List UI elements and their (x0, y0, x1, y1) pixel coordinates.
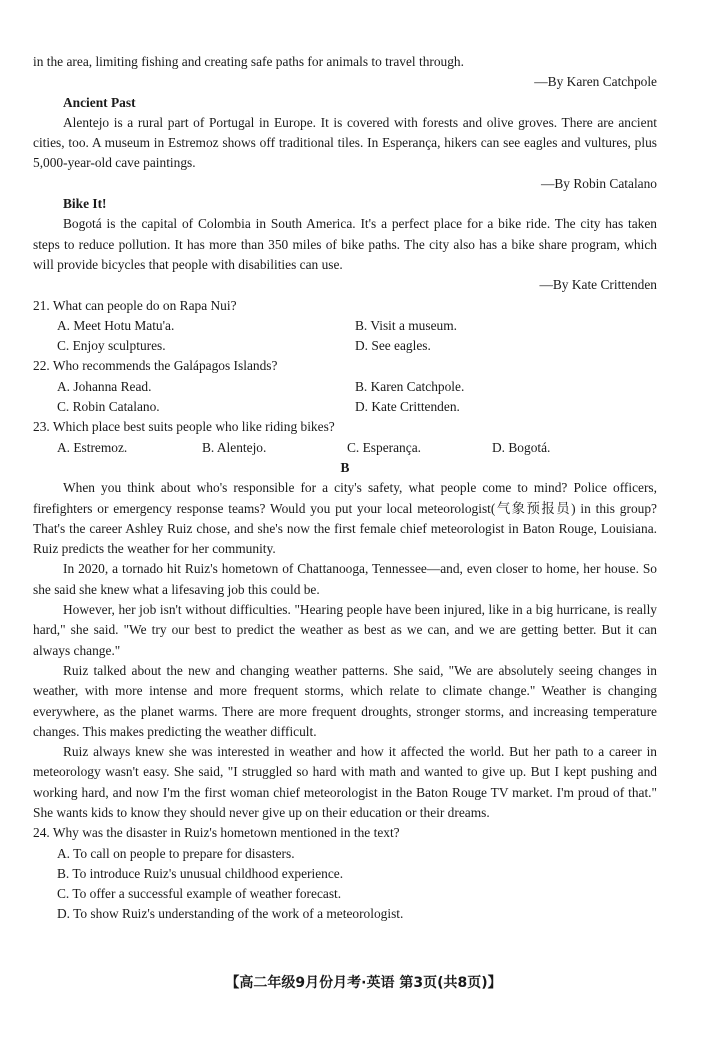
passage-a-intro-tail: in the area, limiting fishing and creating safe paths for animals to travel through. (33, 54, 464, 69)
question-21-option-c: C. Enjoy sculptures. (57, 338, 166, 354)
question-22-option-b: B. Karen Catchpole. (355, 378, 465, 394)
paragraph-ancient-past: Alentejo is a rural part of Portugal in Europe. It is covered with forests and olive groves. There are ancient cities, too. A museum in Estremoz shows off traditional tiles. In Esperança, hikers can see eagles and vultures, plus 5,000-year-old cave paintings. (33, 114, 657, 171)
question-22-option-d: D. Kate Crittenden. (355, 399, 460, 415)
byline-kate-crittenden: —By Kate Crittenden (539, 277, 657, 293)
question-24-stem: 24. Why was the disaster in Ruiz's hometown mentioned in the text? (33, 825, 400, 841)
question-22-option-a: A. Johanna Read. (57, 378, 152, 394)
question-23-option-b: B. Alentejo. (202, 439, 267, 455)
question-21-option-b: B. Visit a museum. (355, 317, 457, 333)
heading-bike-it: Bike It! (63, 196, 107, 212)
question-23-options-row (33, 438, 657, 458)
question-21-option-d: D. See eagles. (355, 338, 431, 354)
heading-ancient-past: Ancient Past (63, 94, 136, 110)
question-22-option-c: C. Robin Catalano. (57, 399, 160, 415)
question-22-options-row-2 (33, 397, 657, 417)
section-b-paragraph-4: Ruiz talked about the new and changing weather patterns. She said, "We are absolutely seeing changes in weather, with more intense and more frequent storms, which relate to climate change." Weather is changing everywhere, as the planet warms. There are more frequent droughts, stronger storms, and increasing temperature changes. This makes predicting the weather difficult. (33, 662, 657, 739)
question-23-stem: 23. Which place best suits people who like riding bikes? (33, 419, 335, 435)
question-23-option-d: D. Bogotá. (492, 439, 551, 455)
section-b-paragraph-5: Ruiz always knew she was interested in weather and how it affected the world. But her path to a career in meteorology wasn't easy. She said, "I struggled so hard with math and wanted to give up. But I kept pushing and working hard, and now I'm the first woman chief meteorologist in the Baton Rouge TV market. I'm proud of that." She wants kids to know they should never give up on their education or their dreams. (33, 744, 657, 820)
question-24-option-a: A. To call on people to prepare for disasters. (57, 845, 295, 861)
question-22-options-row-1 (33, 377, 657, 397)
question-21-option-a: A. Meet Hotu Matu'a. (57, 317, 175, 333)
question-24-option-b: B. To introduce Ruiz's unusual childhood experience. (57, 865, 344, 881)
byline-karen-catchpole: —By Karen Catchpole (534, 74, 657, 90)
question-21-options-row-2 (33, 336, 657, 356)
question-22-stem: 22. Who recommends the Galápagos Islands? (33, 358, 278, 374)
section-b-label: B (340, 459, 350, 475)
section-b-paragraph-3: However, her job isn't without difficulties. "Hearing people have been injured, like in a big hurricane, is really hard," she said. "We try our best to predict the weather as best as we can, and we are getting better. But it can always change." (33, 602, 657, 658)
question-23-option-c: C. Esperança. (347, 439, 421, 455)
page-footer: 【高二年级9月份月考·英语 第3页(共8页)】 (225, 975, 502, 991)
section-b-paragraph-2: In 2020, a tornado hit Ruiz's hometown of Chattanooga, Tennessee—and, even closer to home, her house. So she said she knew what a lifesaving job this could be. (33, 561, 657, 597)
section-b-paragraph-1: When you think about who's responsible for a city's safety, what people come to mind? Police officers, firefighters or emergency response teams? Would you put your local meteorologist(气象预报员) in this group? That's the career Ashley Ruiz chose, and she's now the first female chief meteorologist in Baton Rouge, Louisiana. Ruiz predicts the weather for her community. (33, 480, 657, 557)
byline-robin-catalano: —By Robin Catalano (540, 175, 657, 191)
question-21-options-row-1 (33, 316, 657, 336)
paragraph-bike-it: Bogotá is the capital of Colombia in South America. It's a perfect place for a bike ride. The city has taken steps to reduce pollution. It has more than 350 miles of bike paths. The city also has a bike share program, which will provide bicycles that people with disabilities can use. (33, 216, 657, 272)
question-24-option-c: C. To offer a successful example of weather forecast. (57, 886, 342, 902)
question-23-option-a: A. Estremoz. (57, 439, 128, 455)
page-content (33, 52, 657, 925)
question-21-stem: 21. What can people do on Rapa Nui? (33, 297, 237, 313)
question-24-option-d: D. To show Ruiz's understanding of the work of a meteorologist. (57, 906, 404, 922)
